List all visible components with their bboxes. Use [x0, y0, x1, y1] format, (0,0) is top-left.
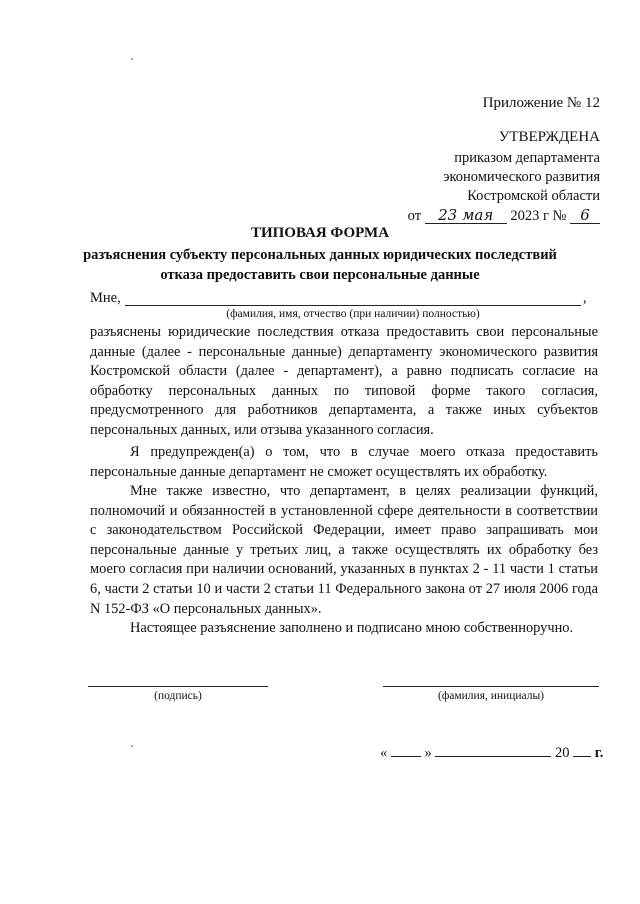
subtitle-line: разъяснения субъекту персональных данных юридических последствий — [83, 247, 557, 263]
order-number-handwritten: 6 — [570, 207, 600, 224]
date-century: 20 — [555, 745, 570, 761]
name-initials-caption: (фамилия, инициалы) — [437, 690, 545, 702]
date-handwritten: 23 мая — [425, 207, 507, 224]
date-open-quote: « — [380, 745, 388, 761]
date-year-suffix: г. — [594, 745, 604, 761]
name-blank-line[interactable] — [125, 305, 581, 306]
approved-heading: УТВЕРЖДЕНА — [498, 129, 600, 145]
form-title: ТИПОВАЯ ФОРМА — [250, 225, 390, 241]
date-year: 2023 г № — [510, 208, 567, 224]
approval-line: приказом департамента — [454, 150, 600, 166]
name-caption: (фамилия, имя, отчество (при наличии) полностью) — [226, 308, 480, 320]
approval-line: Костромской области — [467, 188, 600, 204]
paragraph-department-rights: Мне также известно, что департамент, в целях реализации функций, полномочий и обязанностей в установленной сфере деятельности в соответствии с законодательством Российской Федерации, имеет право запрашивать мои персональные данные у третьих лиц, а также осуществлять их обработку без моего согласия при наличии оснований, указанных в пунктах 2 - 11 части 1 статьи 6, части 2 статьи 10 и части 2 статьи 11 Федерального закона от 27 июля 2006 года N 152-ФЗ «О персональных данных». — [90, 483, 598, 617]
month-blank[interactable] — [435, 742, 551, 757]
appendix-label: Приложение № 12 — [482, 95, 600, 111]
date-close-quote: » — [424, 745, 432, 761]
form-subtitle — [0, 245, 640, 285]
me-line — [90, 290, 121, 307]
approval-line: экономического развития — [443, 169, 600, 185]
paragraph-consequences: разъяснены юридические последствия отказа предоставить свои персональные данные (далее - персональные данные) департаменту экономического развития Костромской области (далее - департамент), а равно подписать согласие на обработку персональных данных по типовой форме такого согласия, предусмотренного для работников департамента, а также иных субъектов персональных данных, или отзыва указанного согласия. — [90, 324, 598, 438]
scan-speck — [131, 745, 133, 747]
name-initials-blank-line[interactable] — [383, 686, 599, 687]
signature-caption: (подпись) — [154, 690, 202, 702]
subtitle-line: отказа предоставить свои персональные данные — [160, 267, 480, 283]
me-trailing-comma: , — [583, 290, 587, 306]
date-prefix: от — [407, 208, 422, 224]
day-blank[interactable] — [391, 742, 421, 757]
scan-speck — [131, 58, 133, 60]
paragraph-filled-by-hand: Настоящее разъяснение заполнено и подписано мною собственноручно. — [130, 620, 574, 636]
approval-stamp — [408, 128, 600, 226]
year-blank[interactable] — [573, 742, 591, 757]
date-line — [380, 742, 603, 762]
me-label: Мне, — [90, 290, 121, 306]
approval-date-line — [408, 207, 600, 226]
signature-blank-line[interactable] — [88, 686, 268, 687]
paragraph-warning: Я предупрежден(а) о том, что в случае моего отказа предоставить персональные данные департамент не сможет осуществлять их обработку. — [90, 444, 598, 480]
